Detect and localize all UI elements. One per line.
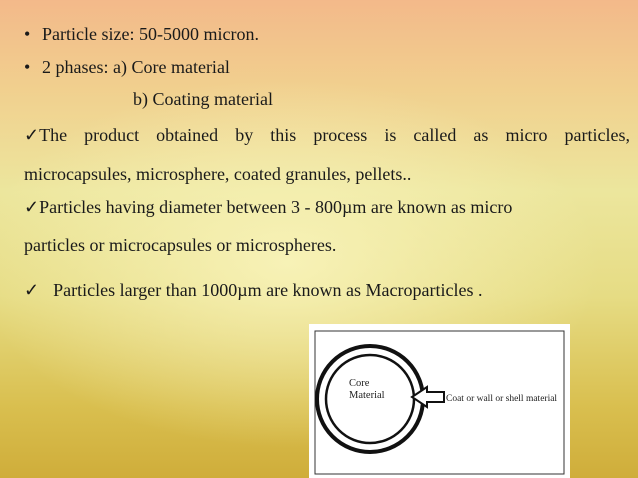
diagram-svg [309,324,570,478]
product-continuation: microcapsules, microsphere, coated granules, pellets.. [24,164,412,184]
core-label-line2: Material [349,390,385,401]
check-item-microparticles [24,197,512,218]
check-text: The product obtained by this process is called as micro particles, [39,125,630,145]
check-text: Particles larger than 1000µm are known as Macroparticles . [53,280,483,300]
checkmark-icon: ✓ [24,197,40,217]
bullet-particle-size [24,24,259,45]
checkmark-icon: ✓ [24,280,40,300]
microparticles-continuation: particles or microcapsules or microspheres. [24,235,337,255]
core-label-line1: Core [349,378,370,389]
phase-b-coating: b) Coating material [133,89,273,109]
coat-label: Coat or wall or shell material [446,394,558,404]
bullet-marker: • [24,24,31,44]
bullet-text: 2 phases: a) Core material [42,57,230,77]
checkmark-icon: ✓ [24,125,40,145]
bullet-text: Particle size: 50-5000 micron. [42,24,259,44]
check-item-macroparticles [24,280,483,301]
check-text: Particles having diameter between 3 - 800µm are known as micro [39,197,513,217]
bullet-marker: • [24,57,31,77]
bullet-phases [24,57,230,78]
check-item-product [24,125,630,146]
microcapsule-diagram [309,324,570,478]
